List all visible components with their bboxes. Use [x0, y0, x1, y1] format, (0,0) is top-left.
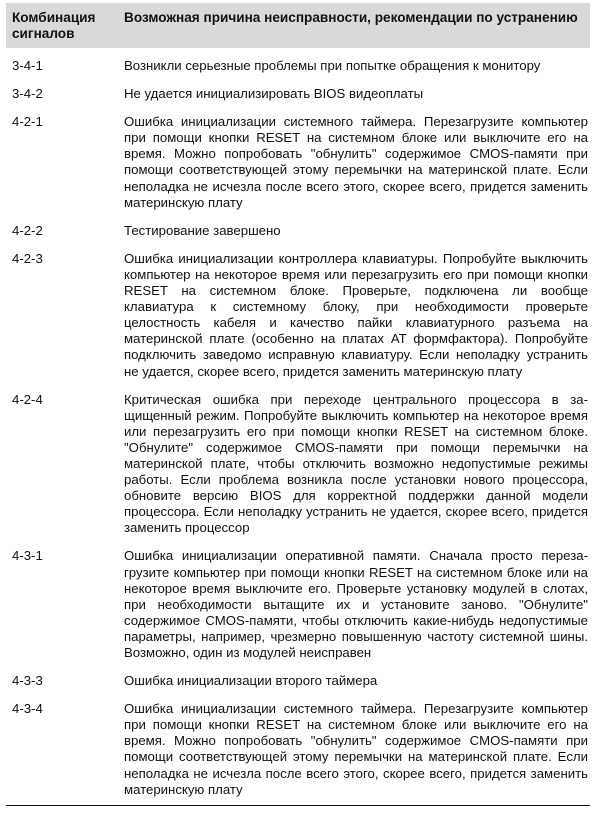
table-row — [6, 247, 590, 388]
signal-code: 4-3-4 — [6, 697, 120, 805]
table-row — [6, 82, 590, 110]
signal-code: 4-3-1 — [12, 548, 43, 564]
table-header — [6, 3, 590, 48]
signal-code: 4-2-4 — [12, 391, 43, 407]
cause-description: Возникли серьезные проблемы при попытке обращения к монитору — [124, 58, 541, 73]
signal-code: 3-4-1 — [12, 58, 43, 73]
table-row — [6, 697, 590, 805]
table-row — [6, 388, 590, 545]
table-row — [6, 544, 590, 669]
table-row — [6, 48, 590, 82]
cause-description: Ошибка инициализации оперативной памяти. Сначала просто перезагрузите компьютер при помощи кнопки RESET на системном блоке или на некоторое время выключите его. Проверьте установку модулей в слотах, при необходимости вытащите их и установите заново. "Обнулите" содержимое CMOS-памяти, чтобы отключить какие-нибудь недопустимые параметры, например, чрезмерно повышенную частоту системной шины. Возможно, один из модулей неисправен — [124, 548, 588, 660]
document-page — [6, 3, 590, 806]
cause-description: Ошибка инициализации контроллера клавиатуры. Попробуйте выключить компьютер на некоторое время или перезагрузить его при помощи кнопки RESET на системном блоке. Проверьте, подключена ли вообще клавиатура к системному блоку, при необходимости проверьте целостность кабеля и качество пайки клавиатурного разъема на материнской плате (особенно на платах AT формфактора). Попробуйте подключить заведомо исправную клавиатуру. Если неполадку устранить не удается, скорее всего, придется заменить материнскую плату — [124, 250, 588, 379]
signal-code: 4-2-3 — [12, 250, 43, 266]
signal-code: 4-2-1 — [12, 114, 43, 130]
cause-description: Ошибка инициализации системного таймера. Перезагрузите компьютер при помощи кнопки RESET на системном блоке или выключите его на время. Можно попробовать "обнулить" содержимое CMOS-памяти при помощи соответствующей этому перемычки на материнской плате. Если неполадка не исчезла после всего этого, скорее всего, придется заменить материнскую плату — [120, 697, 590, 805]
table-row — [6, 110, 590, 219]
header-row — [6, 3, 590, 48]
cause-description: Критическая ошибка при переходе центрального процессора в защищенный режим. Попробуйте выключить компьютер на некоторое время или перезагрузить его при помощи кнопки RESET на системном блоке. "Обнулите" содержимое CMOS-памяти при помощи перемычки на материнской плате, чтобы отключить возможно недопустимые режимы работы. Если проблема возникла после установки нового процессора, обновите версию BIOS для корректной поддержки данной модели процессора. Если неполадку устранить не удается, скорее всего, придется заменить процессор — [124, 391, 588, 536]
table-row — [6, 669, 590, 697]
table-row — [6, 219, 590, 247]
header-cause-and-recommendations: Возможная причина неисправности, рекомендации по устранению — [124, 10, 578, 25]
table-body — [6, 48, 590, 805]
signal-code: 4-2-2 — [12, 222, 43, 238]
header-signal-combination: Комбинация сигналов — [12, 10, 96, 41]
cause-description: Не удается инициализировать BIOS видеоплаты — [124, 86, 424, 102]
beep-codes-table — [6, 3, 590, 806]
signal-code: 4-3-3 — [12, 673, 43, 689]
cause-description: Тестирование завершено — [124, 222, 281, 238]
cause-description: Ошибка инициализации системного таймера. Перезагрузите компьютер при помощи кнопки RESET на системном блоке или выключите его на время. Можно попробовать "обнулить" содержимое CMOS-памяти при помощи соответствующей этому перемычки на материнской плате. Если неполадка не исчезла после всего этого, скорее всего, придется заменить материнскую плату — [124, 114, 588, 210]
cause-description: Ошибка инициализации второго таймера — [124, 673, 378, 689]
signal-code: 3-4-2 — [12, 86, 43, 102]
